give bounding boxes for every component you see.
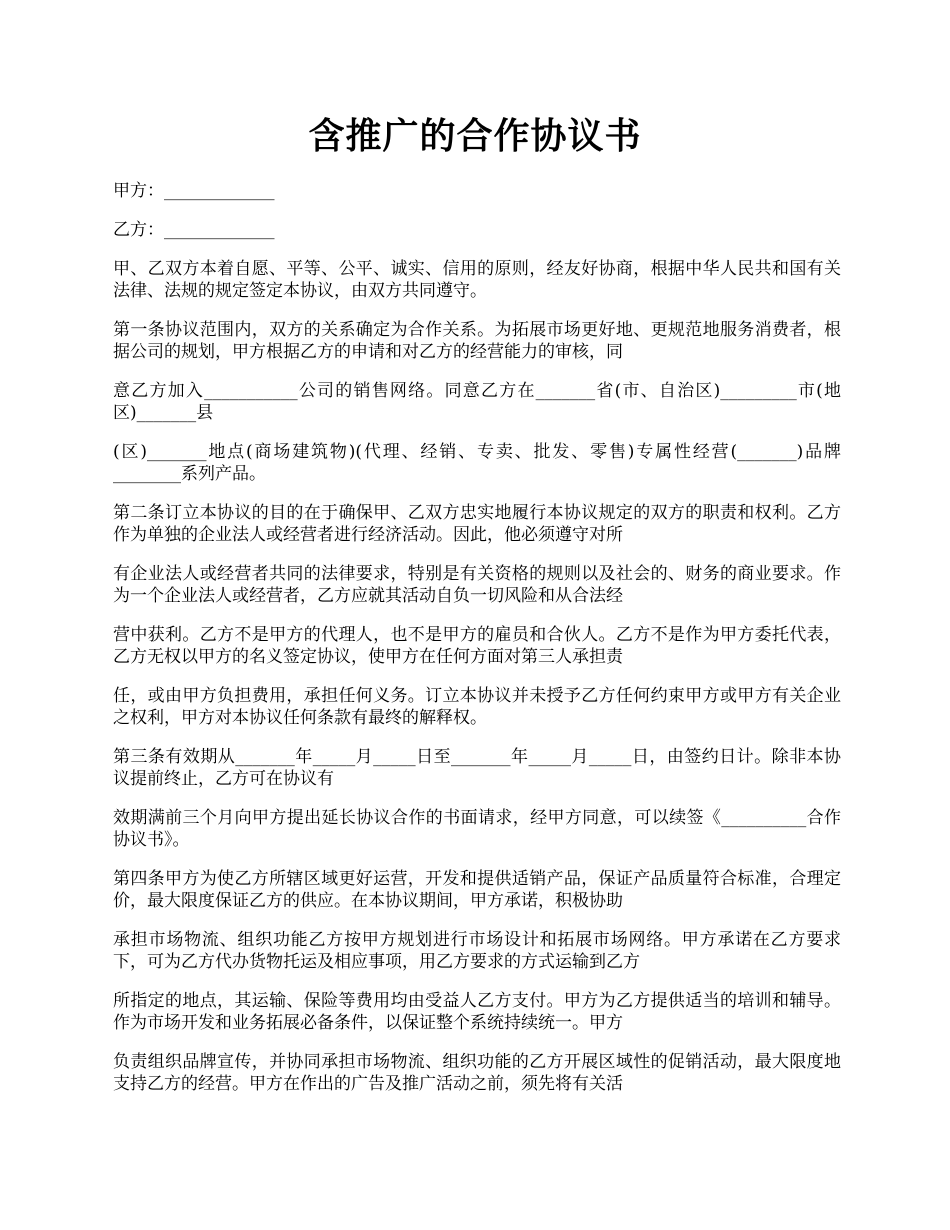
- article-3-continued-paragraph: 效期满前三个月向甲方提出延长协议合作的书面请求，经甲方同意，可以续签《__________合作协议书》。: [113, 808, 841, 850]
- party-b-line: 乙方：_____________: [113, 220, 275, 240]
- article-2-rights-paragraph: 任，或由甲方负担费用，承担任何义务。订立本协议并未授予乙方任何约束甲方或甲方有关企业之权利，甲方对本协议任何条款有最终的解释权。: [113, 686, 841, 728]
- article-4-paragraph: 第四条甲方为使乙方所辖区域更好运营，开发和提供适销产品，保证产品质量符合标准，合理定价，最大限度保证乙方的供应。在本协议期间，甲方承诺，积极协助: [113, 869, 841, 911]
- article-4-promotion-paragraph: 负责组织品牌宣传，并协同承担市场物流、组织功能的乙方开展区域性的促销活动，最大限度地支持乙方的经营。甲方在作出的广告及推广活动之前，须先将有关活: [113, 1052, 841, 1094]
- article-4-logistics-paragraph: 承担市场物流、组织功能乙方按甲方规划进行市场设计和拓展市场网络。甲方承诺在乙方要求下，可为乙方代办货物托运及相应事项，用乙方要求的方式运输到乙方: [113, 930, 841, 972]
- article-2-paragraph: 第二条订立本协议的目的在于确保甲、乙双方忠实地履行本协议规定的双方的职责和权利。乙方作为单独的企业法人或经营者进行经济活动。因此，他必须遵守对所: [113, 503, 841, 545]
- document-body: [113, 180, 841, 1095]
- article-1-continued-paragraph: 意乙方加入___________公司的销售网络。同意乙方在_______省(市、自治区)_________市(地区)_______县: [113, 381, 841, 423]
- article-2-continued-paragraph: 有企业法人或经营者共同的法律要求，特别是有关资格的规则以及社会的、财务的商业要求。作为一个企业法人或经营者，乙方应就其活动自负一切风险和从合法经: [113, 564, 841, 606]
- article-3-paragraph: 第三条有效期从_______年_____月_____日至_______年_____月_____日，由签约日计。除非本协议提前终止，乙方可在协议有: [113, 747, 841, 789]
- article-1-paragraph: 第一条协议范围内，双方的关系确定为合作关系。为拓展市场更好地、更规范地服务消费者，根据公司的规划，甲方根据乙方的申请和对乙方的经营能力的审核，同: [113, 320, 841, 362]
- party-a-line: 甲方：_____________: [113, 181, 275, 201]
- preamble-paragraph: 甲、乙双方本着自愿、平等、公平、诚实、信用的原则，经友好协商，根据中华人民共和国有关法律、法规的规定签定本协议，由双方共同遵守。: [113, 259, 841, 301]
- article-1-location-paragraph: (区)_______地点(商场建筑物)(代理、经销、专卖、批发、零售)专属性经营(_______)品牌________系列产品。: [113, 442, 841, 484]
- document-title: 含推广的合作协议书: [308, 115, 642, 157]
- article-4-training-paragraph: 所指定的地点，其运输、保险等费用均由受益人乙方支付。甲方为乙方提供适当的培训和辅导。作为市场开发和业务拓展必备条件，以保证整个系统持续统一。甲方: [113, 991, 841, 1033]
- article-2-agent-paragraph: 营中获利。乙方不是甲方的代理人，也不是甲方的雇员和合伙人。乙方不是作为甲方委托代表，乙方无权以甲方的名义签定协议，使甲方在任何方面对第三人承担责: [113, 625, 841, 667]
